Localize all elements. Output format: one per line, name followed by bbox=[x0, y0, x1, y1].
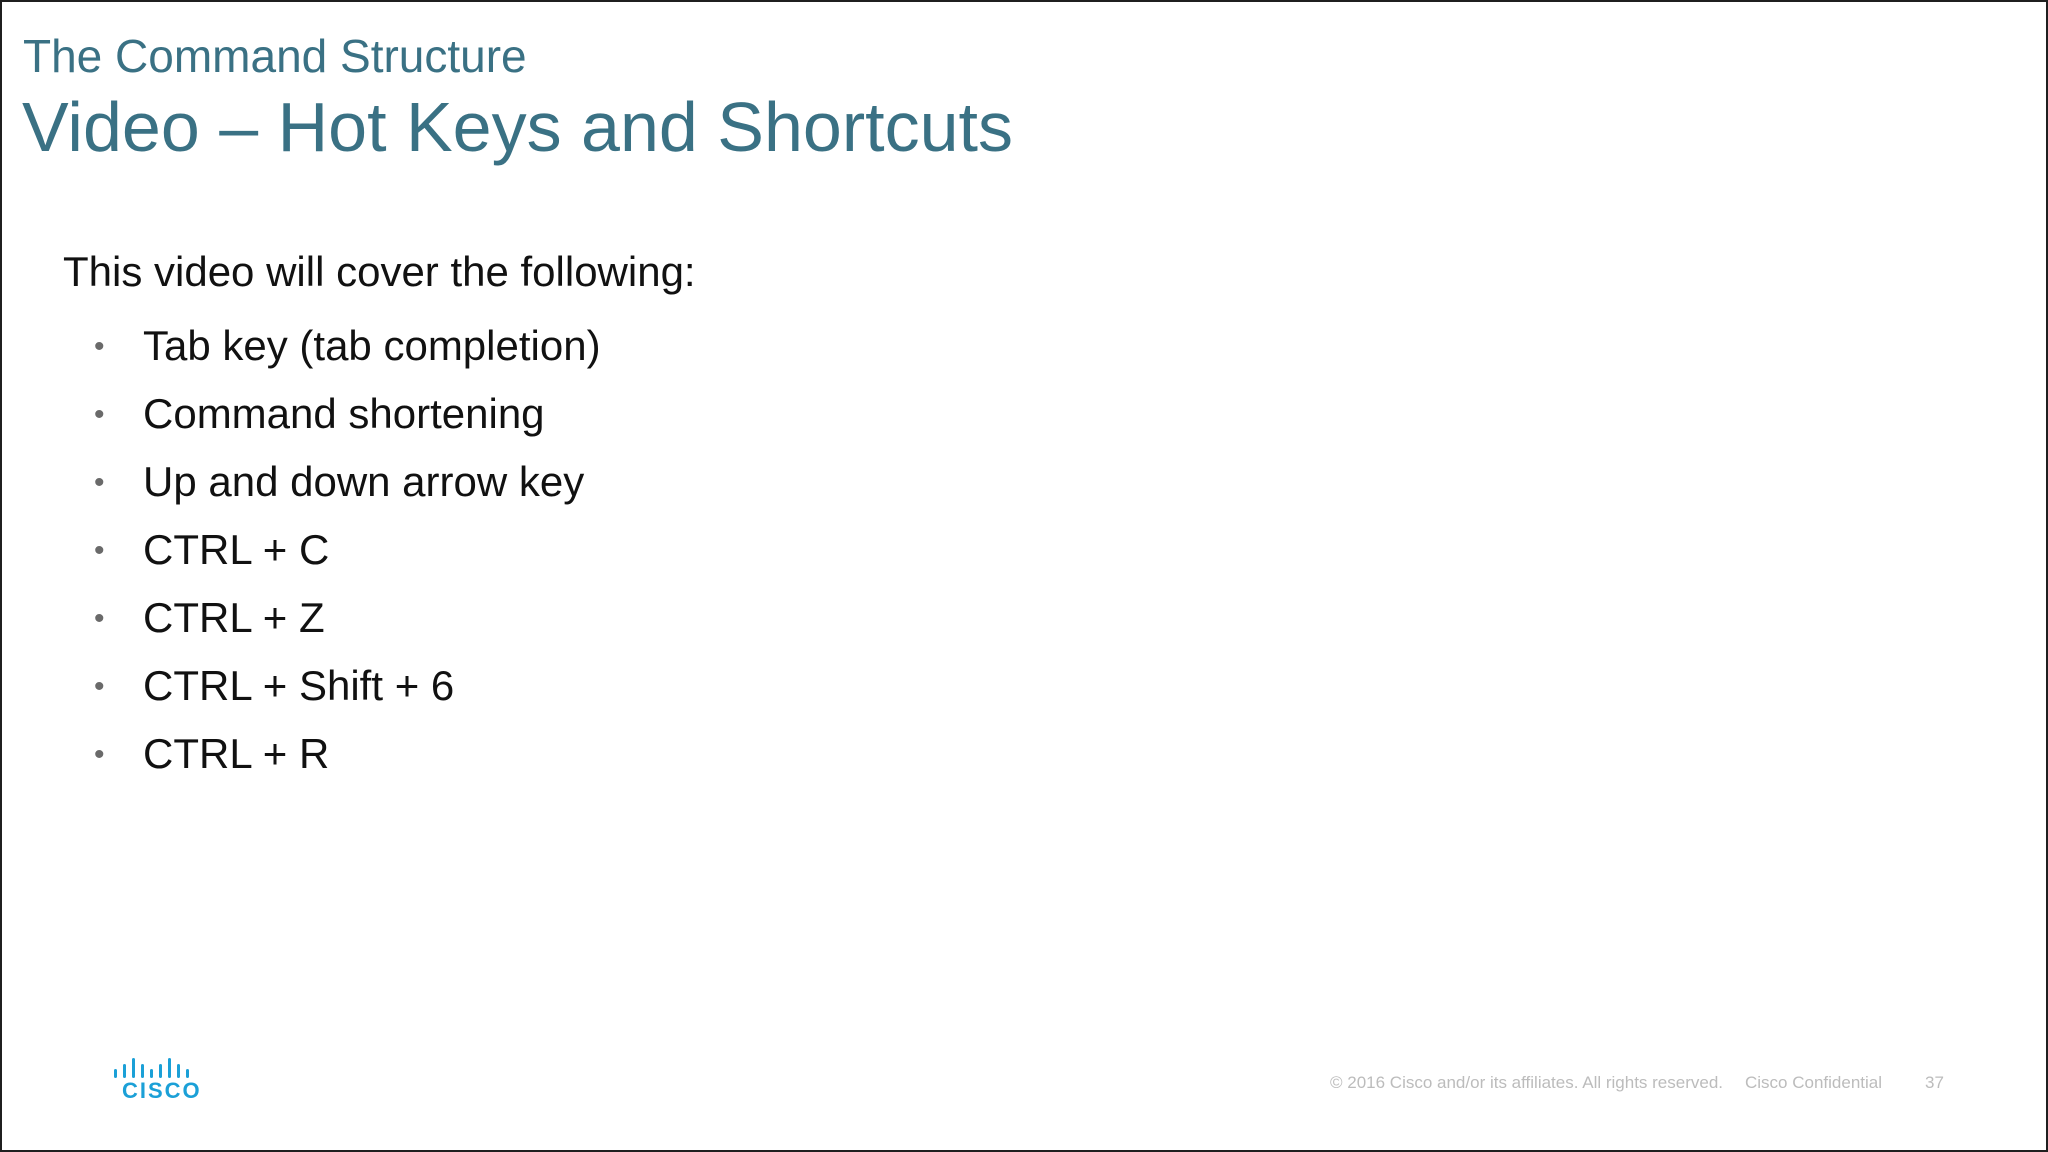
bullet-text: CTRL + Z bbox=[143, 594, 325, 641]
bullet-dot-icon: • bbox=[94, 398, 105, 431]
bullet-dot-icon: • bbox=[94, 534, 105, 567]
cisco-logo bbox=[113, 1056, 202, 1104]
page-number: 37 bbox=[1925, 1073, 1944, 1092]
slide-title: Video – Hot Keys and Shortcuts bbox=[22, 88, 1013, 166]
bullet-dot-icon: • bbox=[94, 670, 105, 703]
footer-confidential: Cisco Confidential bbox=[1745, 1073, 1883, 1092]
bullet-text: Tab key (tab completion) bbox=[143, 322, 601, 369]
bullet-dot-icon: • bbox=[94, 466, 105, 499]
bullet-dot-icon: • bbox=[94, 602, 105, 635]
bullet-dot-icon: • bbox=[94, 738, 105, 771]
slide-subtitle: The Command Structure bbox=[23, 30, 527, 82]
bullet-text: Command shortening bbox=[143, 390, 545, 437]
bullet-text: CTRL + C bbox=[143, 526, 330, 573]
bullet-text: Up and down arrow key bbox=[143, 458, 585, 505]
footer-copyright: © 2016 Cisco and/or its affiliates. All rights reserved. bbox=[1330, 1073, 1724, 1092]
bullet-text: CTRL + Shift + 6 bbox=[143, 662, 455, 709]
intro-text: This video will cover the following: bbox=[63, 248, 696, 295]
bullet-dot-icon: • bbox=[94, 330, 105, 363]
cisco-logo-text: CISCO bbox=[122, 1078, 202, 1103]
bullet-text: CTRL + R bbox=[143, 730, 330, 777]
